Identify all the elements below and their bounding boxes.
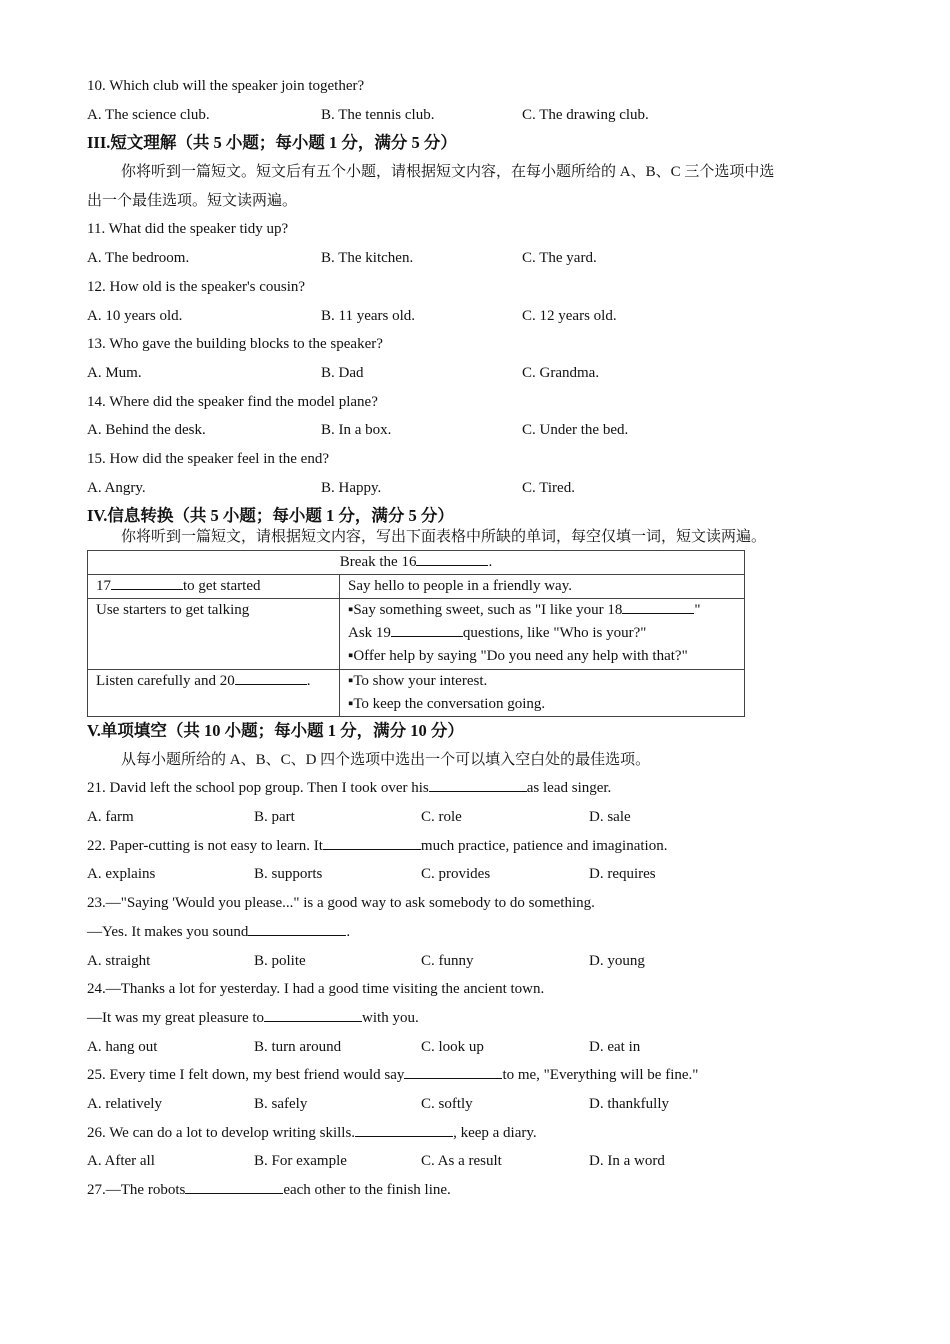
option-a: A. hang out <box>87 1038 158 1055</box>
options-25 <box>87 1090 857 1119</box>
question-24-reply <box>87 1004 857 1033</box>
table-cell <box>340 670 745 717</box>
text: , keep a diary. <box>453 1124 537 1141</box>
option-b: B. The kitchen. <box>321 250 414 267</box>
options-13 <box>87 359 857 388</box>
option-c: C. provides <box>421 866 491 883</box>
answer-blank[interactable] <box>323 835 421 850</box>
answer-blank-20[interactable] <box>235 670 307 685</box>
text: questions, like "Who is your?" <box>462 625 647 641</box>
exam-content <box>87 72 857 1205</box>
options-11 <box>87 244 857 273</box>
question-text: 10. Which club will the speaker join together? <box>87 78 365 94</box>
option-a: A. Mum. <box>87 364 142 381</box>
text: ▪To keep the conversation going. <box>348 696 546 712</box>
option-c: C. 12 years old. <box>522 307 617 324</box>
question-23: 23.—"Saying 'Would you please..." is a good way to ask somebody to do something. <box>87 895 595 912</box>
option-b: B. polite <box>254 952 306 969</box>
option-b: B. part <box>254 809 295 826</box>
options-26 <box>87 1147 857 1176</box>
table-cell <box>88 670 340 717</box>
answer-blank-19[interactable] <box>391 622 463 637</box>
option-a: A. Angry. <box>87 479 146 496</box>
question-27 <box>87 1176 857 1205</box>
option-d: D. eat in <box>589 1038 641 1055</box>
question-26 <box>87 1119 857 1148</box>
options-22 <box>87 860 857 889</box>
options-24 <box>87 1033 857 1062</box>
text: . <box>346 923 351 940</box>
option-c: C. Tired. <box>522 479 575 496</box>
text: each other to the finish line. <box>283 1182 451 1198</box>
answer-blank-17[interactable] <box>111 575 183 590</box>
options-21 <box>87 803 857 832</box>
option-a: A. relatively <box>87 1095 162 1112</box>
section-5-title: V.单项填空（共 10 小题；每小题 1 分，满分 10 分） <box>87 721 464 740</box>
text: 22. Paper-cutting is not easy to learn. It <box>87 837 323 854</box>
option-b: B. turn around <box>254 1038 342 1055</box>
option-a: A. straight <box>87 952 151 969</box>
question-23-reply <box>87 918 857 947</box>
text: to me, "Everything will be fine." <box>502 1067 699 1084</box>
text: 17 <box>96 578 111 594</box>
answer-blank[interactable] <box>185 1179 283 1194</box>
option-d: D. sale <box>589 809 631 826</box>
answer-blank-18[interactable] <box>622 599 694 614</box>
text: —It was my great pleasure to <box>87 1009 265 1026</box>
text: ▪Say something sweet, such as "I like your 18 <box>348 602 623 618</box>
option-c: C. The drawing club. <box>522 106 649 123</box>
option-b: B. 11 years old. <box>321 307 416 324</box>
question-12: 12. How old is the speaker's cousin? <box>87 278 306 295</box>
text: Ask 19 <box>348 625 391 641</box>
option-b: B. supports <box>254 866 323 883</box>
options-10 <box>87 101 857 130</box>
section-3-instructions: 你将听到一篇短文。短文后有五个小题，请根据短文内容，在每小题所给的 A、B、C 三个选项中选 <box>121 164 775 181</box>
text: ▪To show your interest. <box>348 673 488 689</box>
answer-blank[interactable] <box>248 921 346 936</box>
text: 27.—The robots <box>87 1182 186 1198</box>
question-25 <box>87 1061 857 1090</box>
table-header <box>88 551 745 575</box>
option-b: B. The tennis club. <box>321 106 435 123</box>
question-10 <box>87 72 857 101</box>
text: 21. David left the school pop group. Then I took over his <box>87 780 429 797</box>
answer-blank[interactable] <box>264 1007 362 1022</box>
option-c: C. Under the bed. <box>522 422 629 439</box>
question-22 <box>87 832 857 861</box>
text: with you. <box>362 1009 419 1026</box>
option-c: C. The yard. <box>522 250 597 267</box>
option-a: A. 10 years old. <box>87 307 183 324</box>
option-a: A. farm <box>87 809 134 826</box>
answer-blank-16[interactable] <box>416 551 488 566</box>
options-14 <box>87 416 857 445</box>
section-4-instructions: 你将听到一篇短文，请根据短文内容，写出下面表格中所缺的单词，每空仅填一词，短文读两遍。 <box>121 529 767 545</box>
table-cell: Say hello to people in a friendly way. <box>340 575 745 599</box>
text: 26. We can do a lot to develop writing skills. <box>87 1124 356 1141</box>
table-cell <box>340 599 745 670</box>
option-c: C. funny <box>421 952 474 969</box>
text: as lead singer. <box>526 780 612 797</box>
section-4-title: IV.信息转换（共 5 小题；每小题 1 分，满分 5 分） <box>87 506 454 526</box>
option-d: D. In a word <box>589 1153 665 1170</box>
question-13: 13. Who gave the building blocks to the speaker? <box>87 336 383 353</box>
answer-blank[interactable] <box>355 1122 453 1137</box>
text: Break the 16 <box>339 554 417 570</box>
option-c: C. look up <box>421 1038 484 1055</box>
option-a: A. explains <box>87 866 156 883</box>
question-15: 15. How did the speaker feel in the end? <box>87 450 329 467</box>
answer-blank[interactable] <box>429 777 527 792</box>
text: —Yes. It makes you sound <box>87 923 249 940</box>
option-c: C. Grandma. <box>522 364 600 381</box>
text: . <box>306 673 311 689</box>
option-b: B. safely <box>254 1095 308 1112</box>
option-d: D. requires <box>589 866 656 883</box>
section-3-instructions-cont: 出一个最佳选项。短文读两遍。 <box>87 192 298 209</box>
option-d: D. thankfully <box>589 1095 669 1112</box>
option-a: A. The bedroom. <box>87 250 190 267</box>
text: much practice, patience and imagination. <box>420 837 668 854</box>
option-b: B. In a box. <box>321 422 392 439</box>
option-c: C. softly <box>421 1095 473 1112</box>
option-d: D. young <box>589 952 645 969</box>
options-15 <box>87 474 857 503</box>
option-c: C. As a result <box>421 1153 502 1170</box>
table-cell <box>88 575 340 599</box>
option-b: B. Happy. <box>321 479 382 496</box>
option-b: B. Dad <box>321 364 364 381</box>
text: . <box>488 554 493 570</box>
question-21 <box>87 774 857 803</box>
options-12 <box>87 302 857 331</box>
option-c: C. role <box>421 809 462 826</box>
section-5-instructions: 从每小题所给的 A、B、C、D 四个选项中选出一个可以填入空白处的最佳选项。 <box>121 751 651 768</box>
question-11: 11. What did the speaker tidy up? <box>87 221 289 238</box>
table-cell: Use starters to get talking <box>88 599 340 670</box>
answer-blank[interactable] <box>404 1064 502 1079</box>
options-23 <box>87 947 857 976</box>
text: to get started <box>183 578 261 594</box>
text: ▪Offer help by saying "Do you need any help with that?" <box>348 648 688 664</box>
option-b: B. For example <box>254 1153 347 1170</box>
info-table <box>87 550 745 717</box>
option-a: A. Behind the desk. <box>87 422 206 439</box>
text: Listen carefully and 20 <box>96 673 235 689</box>
section-3-title: III.短文理解（共 5 小题；每小题 1 分，满分 5 分） <box>87 133 457 153</box>
text: 25. Every time I felt down, my best friend would say <box>87 1067 405 1084</box>
text: " <box>694 602 701 618</box>
question-24: 24.—Thanks a lot for yesterday. I had a good time visiting the ancient town. <box>87 981 545 998</box>
question-14: 14. Where did the speaker find the model plane? <box>87 393 378 410</box>
option-a: A. The science club. <box>87 106 210 123</box>
option-a: A. After all <box>87 1153 155 1170</box>
